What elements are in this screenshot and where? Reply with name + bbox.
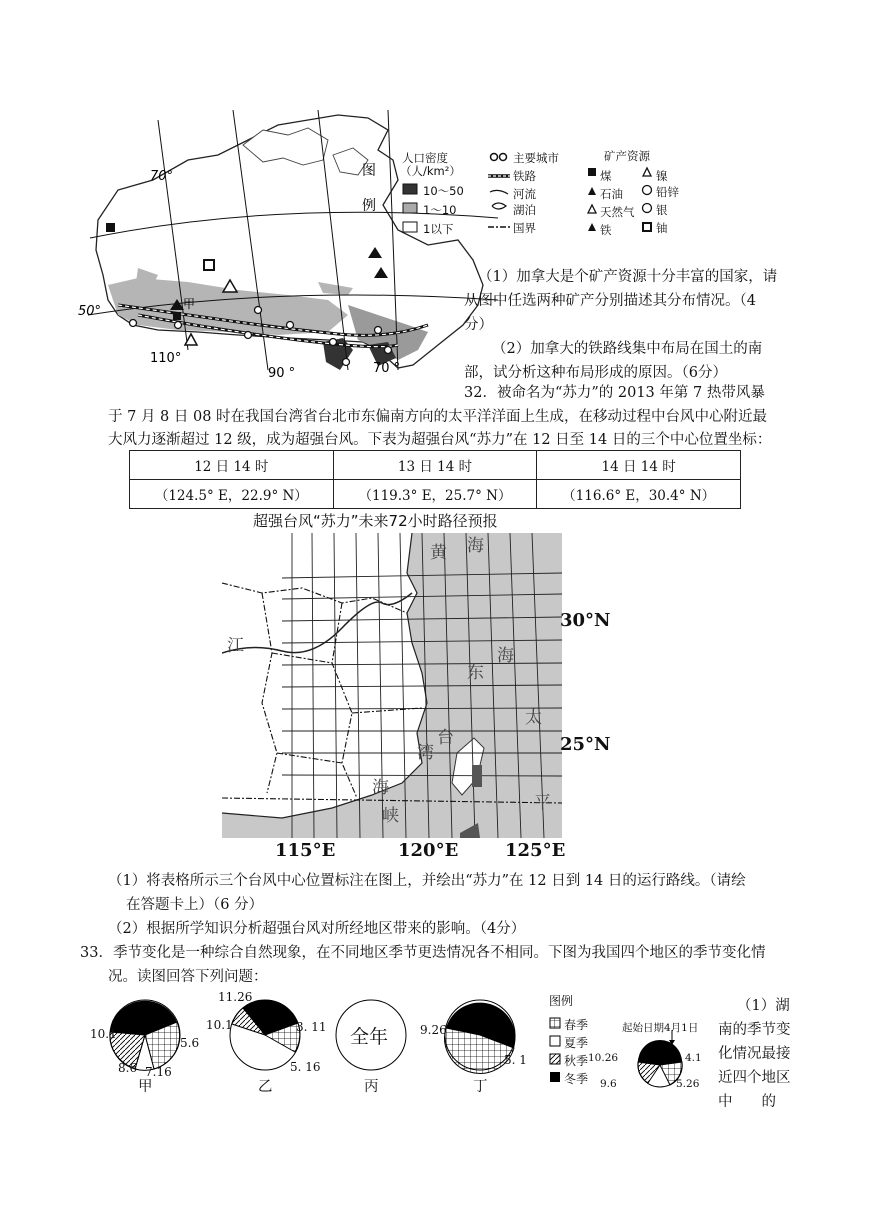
q32-intro-line2: 于 7 月 8 日 08 时在我国台湾省台北市东偏南方向的太平洋洋面上生成，在移动过程中台风中心附近最 — [108, 409, 768, 425]
table-header-cell: 14 日 14 时 — [537, 451, 741, 480]
pie-yi-label: 乙 — [258, 1079, 273, 1095]
q33-sub1-line: 近四个地区 — [718, 1070, 791, 1086]
canada-lon-110: 110° — [150, 351, 182, 366]
pie-jia-date: 5.6 — [180, 1036, 200, 1050]
q33-intro-line1: 33．季节变化是一种综合自然现象，在不同地区季节更迭情况各不相同。下图为我国四个地区的季节变化情 — [80, 945, 766, 961]
sea-char: 黄 — [430, 543, 447, 563]
pie-yi-date: 5. 16 — [290, 1060, 321, 1074]
legend-rivers: 河流 — [513, 187, 536, 201]
season-winter: 冬季 — [564, 1072, 589, 1086]
sea-char: 湾 — [417, 743, 434, 763]
q31-sub1-line3: 分） — [464, 317, 493, 333]
q32-intro-line3: 大风力逐渐超过 12 级，成为超强台风。下表为超强台风“苏力”在 12 日至 14 日的三个中心位置坐标： — [108, 432, 772, 448]
table-cell: （124.5° E，22.9° N） — [130, 480, 334, 509]
q32-sub1-line1: （1）将表格所示三个台风中心位置标注在图上，并绘出“苏力”在 12 日到 14 日的运行路线。（请绘 — [108, 873, 746, 889]
pie-bing-label: 丙 — [364, 1079, 379, 1095]
pie-jia — [110, 1000, 180, 1070]
season-legend-title: 图例 — [549, 994, 574, 1008]
q31-sub1-line1: （1）加拿大是个矿产资源十分丰富的国家，请 — [478, 269, 778, 285]
typhoon-map — [222, 533, 562, 838]
pie-ding-date: 9.26 — [420, 1023, 447, 1037]
pie-yi-date: 10.1 — [206, 1018, 233, 1032]
pop-density-unit: （人/km²） — [400, 164, 461, 178]
pie-yi-date: 11.26 — [218, 990, 253, 1004]
q33-sub1-line: （1）湖 — [737, 998, 790, 1014]
sea-char: 海 — [497, 646, 514, 666]
mineral-leadzinc: 铅锌 — [656, 185, 679, 199]
q32-sub2: （2）根据所学知识分析超强台风对所经地区带来的影响。（4分） — [108, 921, 526, 937]
mineral-coal: 煤 — [600, 169, 612, 183]
table-cell: （116.6° E，30.4° N） — [537, 480, 741, 509]
sea-char: 海 — [467, 536, 484, 556]
legend-cities: 主要城市 — [513, 151, 559, 165]
legend-border: 国界 — [513, 221, 536, 235]
sea-char: 峡 — [382, 806, 399, 826]
sea-char: 海 — [372, 778, 389, 798]
pie-bing-center: 全年 — [350, 1026, 389, 1048]
mineral-oil: 石油 — [600, 187, 623, 201]
sea-char: 江 — [227, 636, 244, 656]
canada-lat-50: 50° — [78, 304, 102, 319]
canada-lon-90: 90 ° — [268, 366, 296, 381]
start-date-note: 起始日期4月1日 — [622, 1022, 699, 1034]
q31-sub2-line2: 部，试分析这种布局形成的原因。（6分） — [464, 365, 727, 381]
sea-char: 台 — [437, 728, 454, 748]
table-header-cell: 13 日 14 时 — [333, 451, 537, 480]
mineral-gas: 天然气 — [600, 205, 635, 219]
q32-sub1-line2: 在答题卡上）（6 分） — [126, 897, 264, 913]
pop-level-1: 10～50 — [423, 184, 464, 198]
pie-ding-date: 5. 1 — [504, 1053, 527, 1067]
canada-lon-70: 70 ° — [373, 361, 401, 376]
legend-railway: 铁路 — [513, 169, 536, 183]
mineral-iron: 铁 — [600, 223, 612, 237]
typhoon-lat-30: 30°N — [560, 610, 611, 631]
typhoon-map-title: 超强台风“苏力”未来72小时路径预报 — [253, 512, 498, 530]
pie-jia-date: 10.1 — [90, 1027, 117, 1041]
mineral-silver: 银 — [656, 203, 668, 217]
pie-jia-date: 8.6 — [118, 1061, 138, 1075]
season-summer: 夏季 — [564, 1036, 589, 1050]
legend-title-2: 例 — [362, 198, 376, 214]
pop-density-title: 人口密度 — [402, 151, 448, 165]
place-jia-label: 甲 — [183, 297, 196, 311]
table-row — [130, 451, 741, 480]
sea-char: 平 — [534, 793, 551, 813]
legend-title-1: 图 — [362, 163, 376, 179]
q31-sub2-line1: （2）加拿大的铁路线集中布局在国土的南 — [492, 341, 763, 357]
sea-char: 东 — [467, 663, 484, 683]
pie-ding-label: 丁 — [473, 1079, 488, 1095]
typhoon-lon-125: 125°E — [505, 840, 566, 861]
pop-level-2: 1～10 — [423, 203, 457, 217]
legend-pie-date: 5.26 — [676, 1078, 700, 1090]
season-autumn: 秋季 — [564, 1054, 589, 1068]
table-header-cell: 12 日 14 时 — [130, 451, 334, 480]
q33-sub1-line: 化情况最接 — [718, 1046, 791, 1062]
pie-jia-label: 甲 — [138, 1079, 153, 1095]
q33-sub1-line: 中 的 — [718, 1094, 776, 1110]
typhoon-lon-115: 115°E — [275, 840, 336, 861]
pie-yi-date: 3. 11 — [296, 1020, 327, 1034]
q31-sub1-line2: 从图中任选两种矿产分别描述其分布情况。（4 — [464, 293, 756, 309]
pie-jia-date: 7.16 — [145, 1065, 172, 1079]
mineral-uranium: 铀 — [656, 221, 668, 235]
legend-pie-date: 10.26 — [588, 1052, 619, 1064]
mineral-nickel: 镍 — [656, 169, 668, 183]
table-row — [130, 480, 741, 509]
q33-intro-line2: 况。读图回答下列问题： — [108, 969, 268, 985]
legend-pie-date: 4.1 — [685, 1052, 702, 1064]
q32-intro-line1: 32．被命名为“苏力”的 2013 年第 7 热带风暴 — [464, 385, 765, 401]
legend-pie-date: 9.6 — [600, 1078, 617, 1090]
legend-lakes: 湖泊 — [513, 203, 536, 217]
typhoon-lat-25: 25°N — [560, 734, 611, 755]
typhoon-position-table — [129, 450, 741, 509]
mineral-title: 矿产资源 — [604, 149, 650, 163]
q33-sub1-line: 南的季节变 — [718, 1022, 791, 1038]
sea-char: 太 — [525, 708, 542, 728]
season-spring: 春季 — [564, 1018, 589, 1032]
canada-lat-70: 70° — [150, 169, 174, 184]
table-cell: （119.3° E，25.7° N） — [333, 480, 537, 509]
typhoon-lon-120: 120°E — [398, 840, 459, 861]
pop-level-3: 1以下 — [423, 222, 454, 236]
